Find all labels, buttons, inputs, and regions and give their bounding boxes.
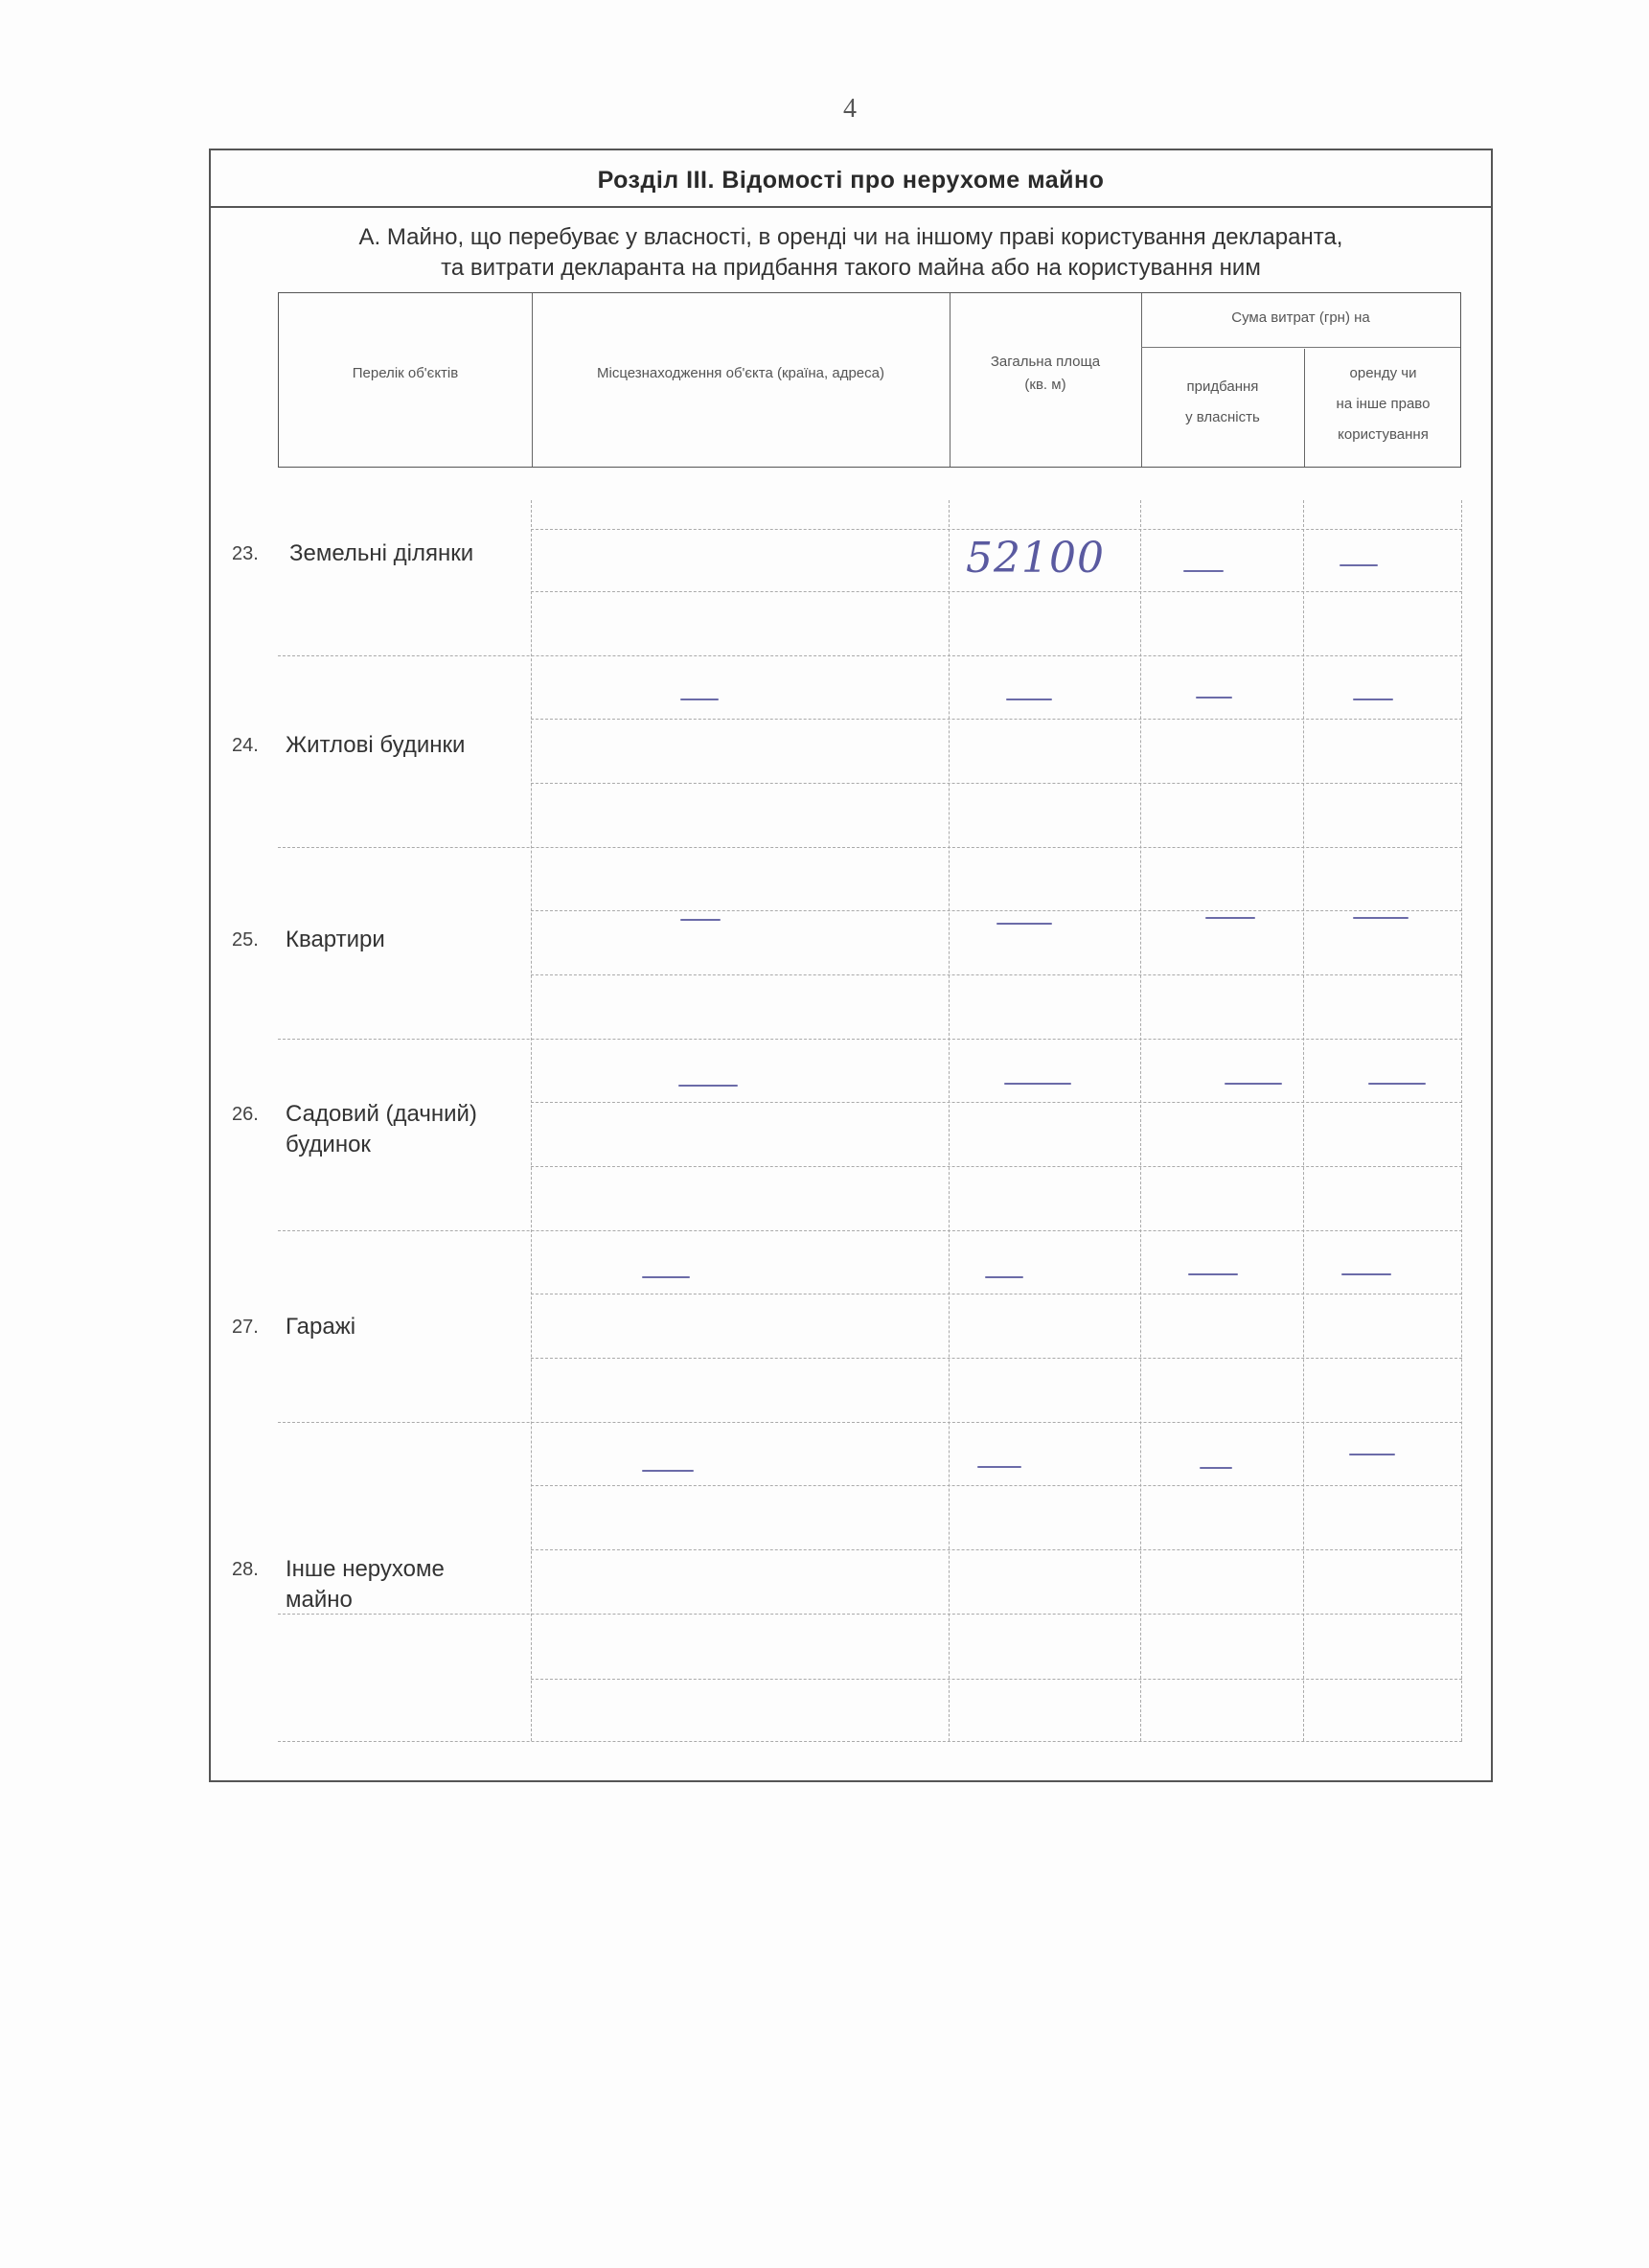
- dash-mark: [1205, 917, 1255, 919]
- dash-mark: [1183, 570, 1224, 572]
- row-24-label: Житлові будинки: [286, 732, 466, 758]
- dash-mark: [1196, 697, 1232, 699]
- row-26-label-line1: Садовий (дачний): [286, 1101, 477, 1127]
- row-28-label-line1: Інше нерухоме: [286, 1556, 445, 1582]
- row-26-label: [286, 1099, 477, 1160]
- header-purchase: [1141, 376, 1304, 429]
- dash-mark: [1225, 1083, 1282, 1085]
- row-25-number: 25.: [232, 929, 259, 951]
- row-28-label: [286, 1554, 445, 1615]
- row-24-number: 24.: [232, 735, 259, 756]
- header-expenses: Сума витрат (грн) на: [1231, 309, 1370, 326]
- dash-mark: [1349, 1454, 1395, 1455]
- dash-mark: [642, 1276, 690, 1278]
- subtitle-line-2: та витрати декларанта на придбання такого майна або на користування ним: [441, 255, 1261, 281]
- header-area-line2: (кв. м): [1024, 377, 1066, 393]
- row-26-label-line2: будинок: [286, 1132, 371, 1157]
- subtitle-line-1: А. Майно, що перебуває у власності, в оренді чи на іншому праві користування декларанта,: [358, 224, 1343, 250]
- table-header: [278, 292, 1461, 468]
- header-objects: Перелік об'єктів: [352, 365, 459, 381]
- dash-mark: [1200, 1467, 1232, 1469]
- section-title: Розділ III. Відомості про нерухоме майно: [211, 150, 1491, 208]
- header-rent-line2: на інше право: [1336, 396, 1431, 412]
- header-area: [950, 351, 1141, 397]
- row-23-label: Земельні ділянки: [289, 540, 474, 566]
- dash-mark: [680, 699, 719, 700]
- dash-mark: [1341, 1273, 1391, 1275]
- dash-mark: [985, 1276, 1023, 1278]
- header-purchase-line2: у власність: [1185, 409, 1260, 425]
- row-23-number: 23.: [232, 543, 259, 564]
- dash-mark: [1006, 699, 1052, 700]
- dash-mark: [642, 1470, 694, 1472]
- header-location: Місцезнаходження об'єкта (країна, адреса): [597, 365, 884, 381]
- row-26-number: 26.: [232, 1104, 259, 1125]
- dash-mark: [1353, 917, 1409, 919]
- header-purchase-line1: придбання: [1186, 378, 1259, 395]
- row-23-area-value: 52100: [966, 534, 1105, 583]
- row-28-label-line2: майно: [286, 1587, 353, 1613]
- row-25-label: Квартири: [286, 927, 385, 952]
- header-rent-line1: оренду чи: [1349, 365, 1417, 381]
- row-28-number: 28.: [232, 1559, 259, 1580]
- dash-mark: [996, 923, 1052, 925]
- dash-mark: [1340, 564, 1378, 566]
- dash-mark: [1368, 1083, 1426, 1085]
- header-area-line1: Загальна площа: [990, 354, 1101, 370]
- row-27-label: Гаражі: [286, 1314, 356, 1340]
- dash-mark: [678, 1085, 738, 1087]
- header-rent-line3: користування: [1338, 426, 1429, 443]
- dash-mark: [680, 919, 721, 921]
- row-27-number: 27.: [232, 1317, 259, 1338]
- section-frame: [209, 149, 1493, 1782]
- dash-mark: [1188, 1273, 1238, 1275]
- dash-mark: [1353, 699, 1393, 700]
- page-number: 4: [843, 94, 857, 124]
- subtitle: [211, 222, 1491, 284]
- header-rent: [1304, 358, 1462, 450]
- dash-mark: [1004, 1083, 1071, 1085]
- dash-mark: [977, 1466, 1021, 1468]
